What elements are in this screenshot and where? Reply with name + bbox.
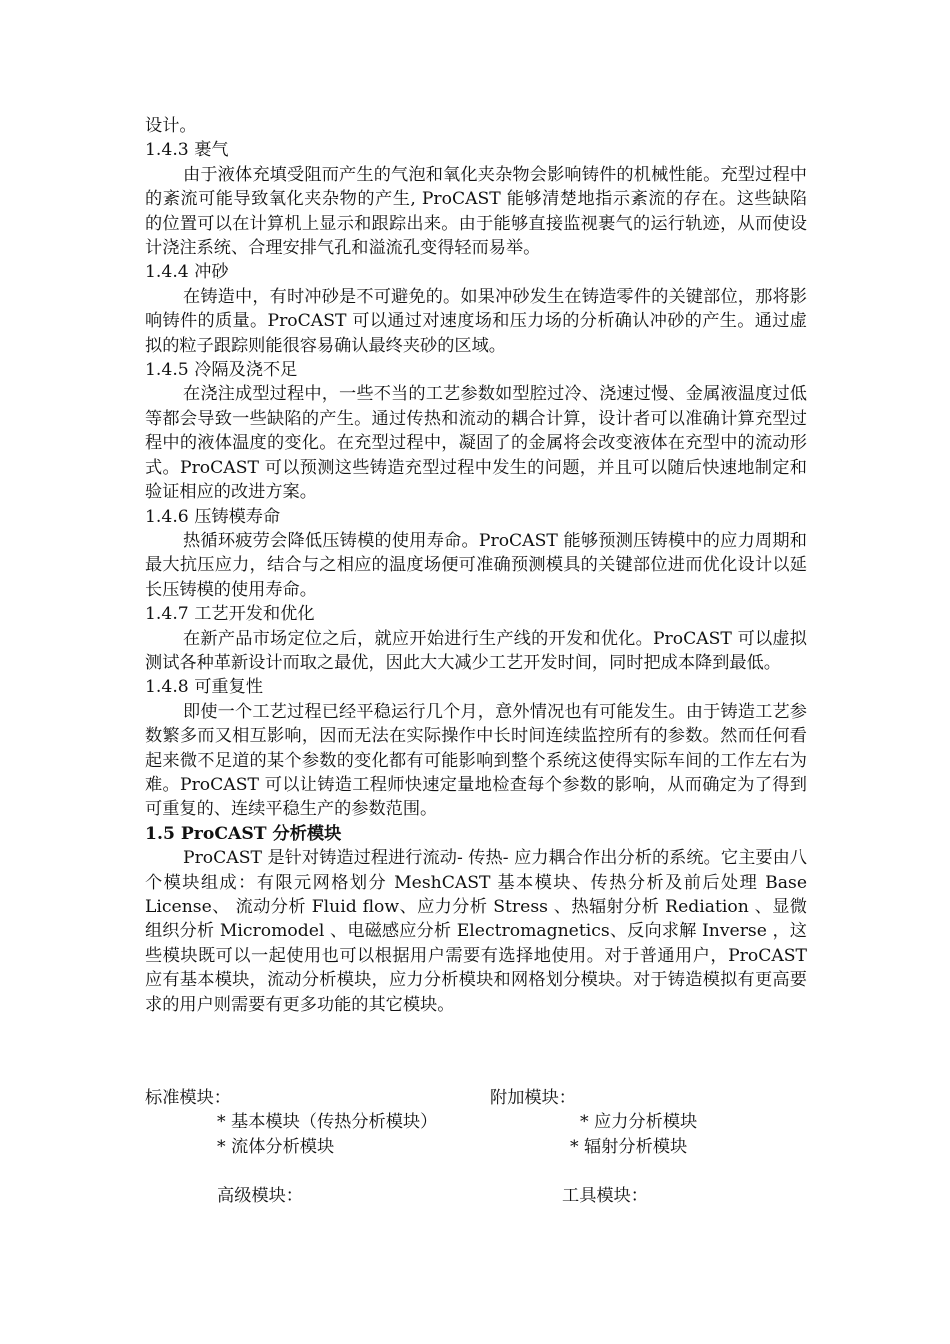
section-1-4-3 xyxy=(145,138,807,260)
tools-modules-label: 工具模块： xyxy=(562,1185,648,1206)
section-1-4-7 xyxy=(145,602,807,675)
section-paragraph: 在浇注成型过程中，一些不当的工艺参数如型腔过冷、浇速过慢、金属液温度过低等都会导致一些缺陷的产生。通过传热和流动的耦合计算，设计者可以准确计算充型过程中的液体温度的变化。在充型过程中，凝固了的金属将会改变液体在充型中的流动形式。ProCAST 可以预测这些铸造充型过程中发生的问题，并且可以随后快速地制定和验证相应的改进方案。 xyxy=(145,384,807,503)
addon-module-item: * 应力分析模块 xyxy=(580,1112,698,1133)
addon-modules-label: 附加模块： xyxy=(490,1088,576,1108)
section-heading: 1.4.5 冷隔及浇不足 xyxy=(145,360,298,381)
section-heading: 1.5 ProCAST 分析模块 xyxy=(145,823,342,844)
section-heading: 1.4.3 裹气 xyxy=(145,140,229,161)
addon-module-item: * 辐射分析模块 xyxy=(570,1136,688,1157)
section-1-5 xyxy=(145,822,807,1017)
standard-modules-label: 标准模块： xyxy=(145,1088,231,1108)
section-heading: 1.4.8 可重复性 xyxy=(145,677,263,698)
section-heading: 1.4.7 工艺开发和优化 xyxy=(145,604,315,625)
section-1-4-8 xyxy=(145,675,807,821)
section-paragraph: 即使一个工艺过程已经平稳运行几个月，意外情况也有可能发生。由于铸造工艺参数繁多而又相互影响，因而无法在实际操作中长时间连续监控所有的参数。然而任何看起来微不足道的某个参数的变化都有可能影响到整个系统这使得实际车间的工作左右为难。ProCAST 可以让铸造工程师快速定量地检查每个参数的影响，从而确定为了得到可重复的、连续平稳生产的参数范围。 xyxy=(145,701,807,820)
section-paragraph: 热循环疲劳会降低压铸模的使用寿命。ProCAST 能够预测压铸模中的应力周期和最大抗压应力，结合与之相应的温度场便可准确预测模具的关键部位进而优化设计以延长压铸模的使用寿命。 xyxy=(145,530,807,600)
section-1-4-5 xyxy=(145,358,807,504)
section-1-4-6 xyxy=(145,505,807,603)
standard-module-item: * 流体分析模块 xyxy=(217,1136,335,1157)
standard-module-item: * 基本模块（传热分析模块） xyxy=(217,1112,438,1133)
section-heading: 1.4.4 冲砂 xyxy=(145,262,229,283)
module-list xyxy=(145,1086,807,1208)
document-body xyxy=(145,114,807,1017)
intro-line: 设计。 xyxy=(145,116,197,136)
section-paragraph: 在新产品市场定位之后，就应开始进行生产线的开发和优化。ProCAST 可以虚拟测试各种革新设计而取之最优，因此大大减少工艺开发时间，同时把成本降到最低。 xyxy=(145,628,807,673)
section-paragraph: ProCAST 是针对铸造过程进行流动- 传热- 应力耦合作出分析的系统。它主要由八个模块组成：有限元网格划分 MeshCAST 基本模块、传热分析及前后处理 Base License、 流动分析 Fluid flow、应力分析 Stress 、热辐射分析 Rediation 、显微组织分析 Micromodel 、电磁感应分析 Electromagnetics、反向求解 Inverse ，这些模块既可以一起使用也可以根据用户需要有选择地使用。对于普通用户，ProCAST 应有基本模块，流动分析模块，应力分析模块和网格划分模块。对于铸造模拟有更高要求的用户则需要有更多功能的其它模块。 xyxy=(145,848,807,1015)
section-paragraph: 在铸造中，有时冲砂是不可避免的。如果冲砂发生在铸造零件的关键部位，那将影响铸件的质量。ProCAST 可以通过对速度场和压力场的分析确认冲砂的产生。通过虚拟的粒子跟踪则能很容易确认最终夹砂的区域。 xyxy=(145,286,807,356)
section-paragraph: 由于液体充填受阻而产生的气泡和氧化夹杂物会影响铸件的机械性能。充型过程中的紊流可能导致氧化夹杂物的产生, ProCAST 能够清楚地指示紊流的存在。这些缺陷的位置可以在计算机上显示和跟踪出来。由于能够直接监视裹气的运行轨迹，从而使设计浇注系统、合理安排气孔和溢流孔变得轻而易举。 xyxy=(145,164,807,259)
section-1-4-4 xyxy=(145,260,807,358)
advanced-modules-label: 高级模块： xyxy=(217,1185,303,1206)
section-heading: 1.4.6 压铸模寿命 xyxy=(145,506,281,527)
